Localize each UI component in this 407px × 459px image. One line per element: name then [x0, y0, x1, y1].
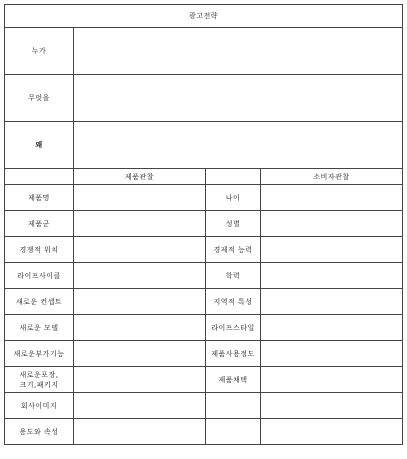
product-label: 새로운 모델: [5, 315, 74, 341]
analysis-row: [5, 211, 403, 237]
consumer-label: 제품사용정도: [206, 341, 261, 367]
product-label: 새로운포장, 크기,패키지: [5, 367, 74, 393]
consumer-entry[interactable]: [261, 211, 403, 237]
consumer-entry[interactable]: [261, 315, 403, 341]
analysis-row: [5, 263, 403, 289]
consumer-label: 성별: [206, 211, 261, 237]
product-entry[interactable]: [74, 367, 206, 393]
section-header-spacer-left: [5, 169, 74, 185]
consumer-entry[interactable]: [261, 341, 403, 367]
consumer-entry[interactable]: [261, 289, 403, 315]
product-label: 제품명: [5, 185, 74, 211]
strategy-entry-why[interactable]: [74, 122, 403, 169]
product-label: 라이프사이클: [5, 263, 74, 289]
product-label: 경쟁적 위치: [5, 237, 74, 263]
consumer-label: 라이프스타일: [206, 315, 261, 341]
consumer-label: 제품채택: [206, 367, 261, 393]
ad-strategy-worksheet: [4, 4, 403, 445]
consumer-entry[interactable]: [261, 185, 403, 211]
product-entry[interactable]: [74, 315, 206, 341]
product-label: 회사이미지: [5, 393, 74, 419]
strategy-label-who: 누가: [5, 28, 74, 75]
analysis-row: [5, 341, 403, 367]
section-header-spacer-right: [206, 169, 261, 185]
strategy-label-what: 무엇을: [5, 75, 74, 122]
product-entry[interactable]: [74, 211, 206, 237]
analysis-row: [5, 315, 403, 341]
product-label: 용도와 속성: [5, 419, 74, 445]
product-entry[interactable]: [74, 289, 206, 315]
title-row: [5, 5, 403, 28]
consumer-entry[interactable]: [261, 393, 403, 419]
analysis-row: [5, 237, 403, 263]
strategy-entry-who[interactable]: [74, 28, 403, 75]
consumer-label: 학력: [206, 263, 261, 289]
product-entry[interactable]: [74, 393, 206, 419]
product-label: 새로운부가기능: [5, 341, 74, 367]
consumer-entry[interactable]: [261, 263, 403, 289]
product-entry[interactable]: [74, 263, 206, 289]
section-header-row: [5, 169, 403, 185]
strategy-label-why: 왜: [5, 122, 74, 169]
analysis-row: [5, 289, 403, 315]
analysis-row: [5, 185, 403, 211]
consumer-label: [206, 393, 261, 419]
product-entry[interactable]: [74, 185, 206, 211]
consumer-label: [206, 419, 261, 445]
consumer-entry[interactable]: [261, 237, 403, 263]
analysis-row: [5, 419, 403, 445]
consumer-observation-header: 소비자관찰: [261, 169, 403, 185]
product-entry[interactable]: [74, 237, 206, 263]
consumer-entry[interactable]: [261, 419, 403, 445]
consumer-label: 경제적 능력: [206, 237, 261, 263]
product-observation-header: 제품관찰: [74, 169, 206, 185]
strategy-row-what: [5, 75, 403, 122]
product-entry[interactable]: [74, 341, 206, 367]
consumer-label: 나이: [206, 185, 261, 211]
strategy-entry-what[interactable]: [74, 75, 403, 122]
product-label: 제품군: [5, 211, 74, 237]
consumer-label: 지역적 특성: [206, 289, 261, 315]
analysis-row: [5, 367, 403, 393]
analysis-row: [5, 393, 403, 419]
product-entry[interactable]: [74, 419, 206, 445]
strategy-row-who: [5, 28, 403, 75]
product-label: 새로운 컨셉트: [5, 289, 74, 315]
consumer-entry[interactable]: [261, 367, 403, 393]
worksheet-title: 광고전략: [5, 5, 403, 28]
strategy-row-why: [5, 122, 403, 169]
